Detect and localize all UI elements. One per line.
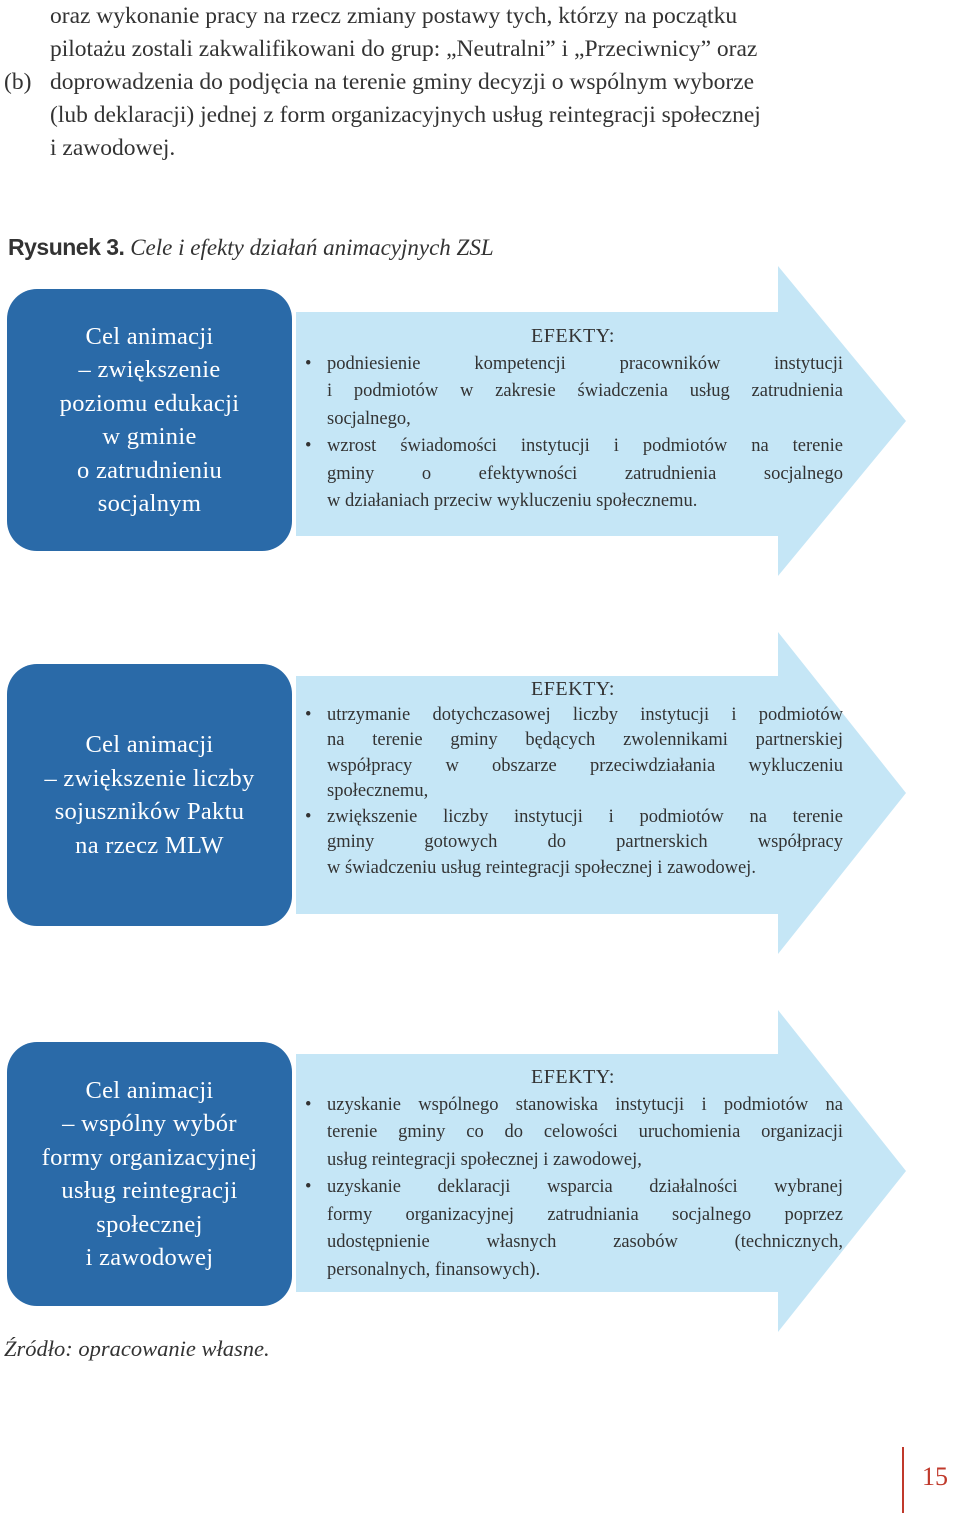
intro-line-label — [4, 0, 50, 33]
goal-line: – zwiększenie — [78, 356, 221, 383]
goal-line: sojuszników Paktu — [54, 798, 245, 825]
bullet: • — [305, 353, 312, 374]
effect-item — [303, 433, 843, 516]
effects-panel — [303, 677, 843, 881]
intro-line — [4, 132, 934, 165]
effect-item — [303, 805, 843, 882]
effect-line: terenie gminy co do celowości uruchomienia organizacji — [327, 1122, 843, 1142]
intro-line — [4, 33, 934, 66]
effect-line: i podmiotów w zakresie świadczenia usług zatrudnienia — [327, 381, 843, 401]
intro-line-text: oraz wykonanie pracy na rzecz zmiany postawy tych, którzy na początku — [50, 3, 738, 29]
effect-line: socjalnego, — [327, 408, 411, 429]
figure-source: Źródło: opracowanie własne. — [4, 1336, 270, 1361]
effect-line: na terenie gminy będących zwolennikami partnerskiej — [327, 730, 843, 750]
effect-line: uzyskanie deklaracji wsparcia działalności wybranej — [327, 1177, 843, 1197]
effects-list — [303, 351, 843, 516]
effects-header: EFEKTY: — [531, 1066, 615, 1088]
bullet: • — [305, 1177, 312, 1197]
intro-line-label: (b) — [4, 69, 32, 95]
goal-effect-block — [0, 630, 960, 956]
goal-line: Cel animacji — [85, 731, 214, 758]
goal-effect-block — [0, 264, 960, 578]
effect-line: podniesienie kompetencji pracowników instytucji — [327, 353, 843, 374]
goal-line: i zawodowej — [85, 1244, 214, 1271]
figure-caption — [8, 234, 494, 261]
intro-line-text: doprowadzenia do podjęcia na terenie gminy decyzji o wspólnym wyborze — [50, 69, 755, 95]
bullet: • — [305, 1094, 312, 1115]
intro-line — [4, 66, 934, 99]
bullet: • — [305, 806, 312, 827]
effects-list — [303, 703, 843, 882]
goal-line: Cel animacji — [85, 322, 214, 350]
intro-line-label — [4, 132, 50, 165]
page-number: 15 — [922, 1462, 948, 1491]
intro-paragraph — [4, 0, 934, 165]
intro-line — [4, 0, 934, 33]
bullet: • — [305, 704, 312, 725]
effect-line: utrzymanie dotychczasowej liczby instytucji i podmiotów — [327, 704, 843, 725]
effect-line: współpracy w obszarze przeciwdziałania wykluczeniu — [327, 755, 843, 776]
goal-box — [7, 1042, 292, 1306]
effect-line: w działaniach przeciw wykluczeniu społecznemu. — [327, 491, 698, 511]
goal-text — [44, 728, 254, 862]
effect-line: gminy o efektywności zatrudnienia socjalnego — [327, 463, 843, 484]
goal-line: społecznej — [96, 1210, 203, 1238]
figure-label: Rysunek 3. — [8, 234, 125, 260]
goal-line: w gminie — [102, 423, 197, 450]
goal-line: na rzecz MLW — [75, 831, 224, 859]
goal-line: formy organizacyjnej — [41, 1143, 258, 1171]
goal-line: poziomu edukacji — [59, 389, 240, 417]
figure-title: Cele i efekty działań animacyjnych ZSL — [130, 235, 494, 260]
effect-line: społecznemu, — [327, 781, 429, 801]
effect-line: w świadczeniu usług reintegracji społecznej i zawodowej. — [327, 857, 756, 878]
effect-line: gminy gotowych do partnerskich współpracy — [327, 832, 843, 852]
page-number-rule — [902, 1447, 904, 1513]
effect-line: udostępnienie własnych zasobów (technicznych, — [327, 1232, 843, 1252]
effect-item — [303, 1174, 843, 1284]
goal-line: usług reintegracji — [61, 1177, 238, 1204]
goal-line: Cel animacji — [85, 1076, 214, 1104]
effects-header: EFEKTY: — [531, 325, 615, 347]
goal-text — [42, 1074, 258, 1275]
goal-line: socjalnym — [97, 490, 202, 517]
effects-header: EFEKTY: — [531, 678, 615, 700]
effects-list — [303, 1092, 843, 1285]
effect-item — [303, 1092, 843, 1175]
intro-line — [4, 99, 934, 132]
intro-line-text: (lub deklaracji) jednej z form organizacyjnych usług reintegracji społecznej — [50, 102, 761, 128]
effect-item — [303, 351, 843, 434]
goal-box — [7, 289, 292, 551]
intro-line-text: pilotażu zostali zakwalifikowani do grup: „Neutralni” i „Przeciwnicy” oraz — [50, 36, 758, 62]
effect-line: uzyskanie wspólnego stanowiska instytucji i podmiotów na — [327, 1094, 843, 1115]
effect-line: formy organizacyjnej zatrudniania socjalnego poprzez — [327, 1204, 843, 1225]
effect-item — [303, 703, 843, 805]
bullet: • — [305, 436, 312, 456]
goal-effect-block — [0, 1008, 960, 1334]
effects-panel — [303, 1064, 843, 1284]
goal-line: – zwiększenie liczby — [44, 764, 255, 792]
goal-line: o zatrudnieniu — [76, 456, 223, 484]
effect-line: usług reintegracji społecznej i zawodowej, — [327, 1149, 642, 1170]
intro-line-label — [4, 99, 50, 132]
goal-line: – wspólny wybór — [62, 1110, 237, 1137]
intro-line-label — [4, 33, 50, 66]
intro-line-text: i zawodowej. — [50, 135, 176, 161]
goal-box — [7, 664, 292, 926]
effect-line: zwiększenie liczby instytucji i podmiotów na terenie — [327, 806, 843, 827]
goal-text — [60, 320, 240, 521]
effect-line: wzrost świadomości instytucji i podmiotów na terenie — [327, 436, 843, 456]
effects-panel — [303, 323, 843, 516]
effect-line: personalnych, finansowych). — [327, 1259, 541, 1280]
